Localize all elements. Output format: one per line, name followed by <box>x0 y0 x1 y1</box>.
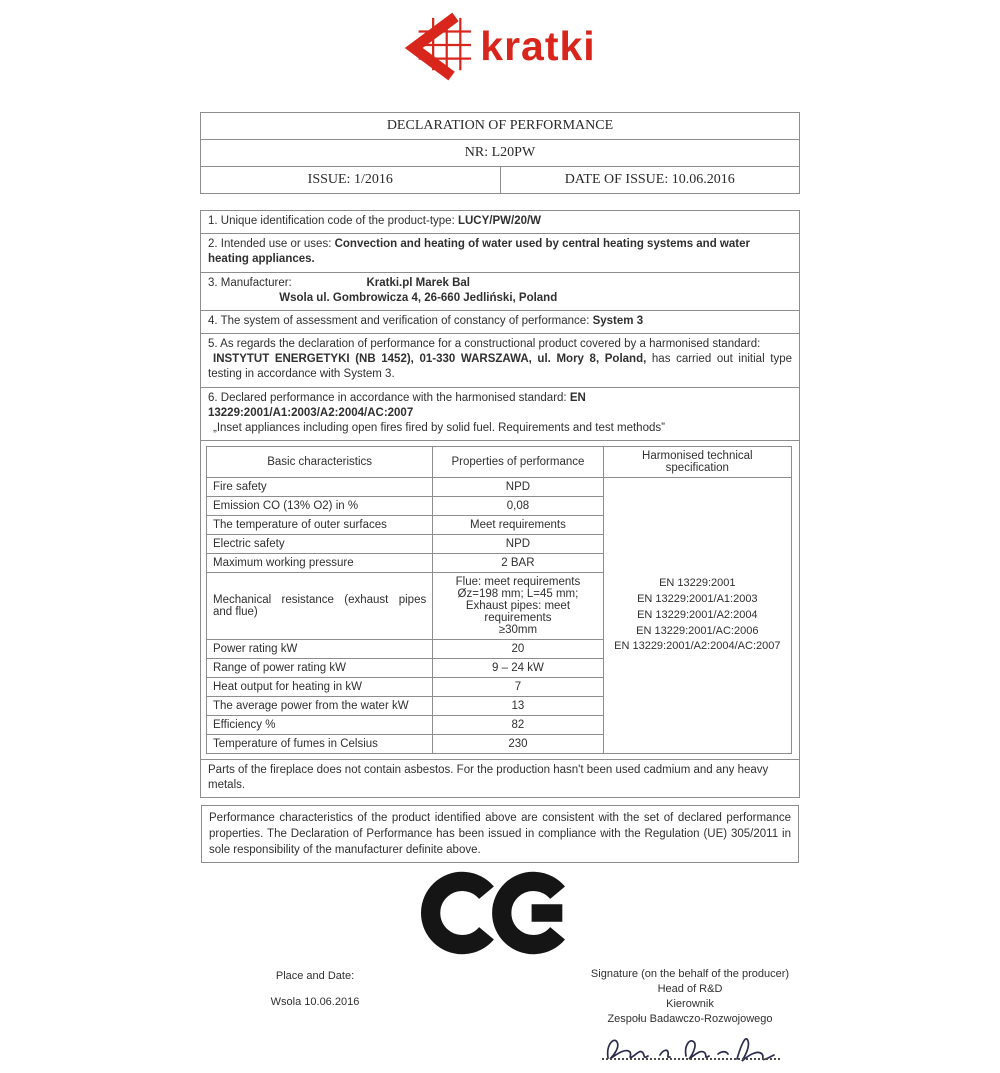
table-header: Properties of performance <box>433 447 603 478</box>
characteristic-cell: Electric safety <box>207 535 433 554</box>
footer <box>0 963 1000 1073</box>
manufacturer-label: 3. Manufacturer: <box>208 276 292 289</box>
manufacturer-lines: Kratki.pl Marek Bal Wsola ul. Gombrowicza 4, 26-660 Jedliński, Poland <box>279 276 558 304</box>
value-cell: Meet requirements <box>433 516 603 535</box>
handwritten-signature <box>540 1028 840 1070</box>
place-date-value: Wsola 10.06.2016 <box>270 996 360 1009</box>
doc-number: NR: L20PW <box>201 140 799 167</box>
issue-row <box>201 167 799 193</box>
value-cell: 13 <box>433 697 603 716</box>
numbered-item-3 <box>201 273 799 311</box>
table-row <box>207 478 792 497</box>
characteristic-cell: Temperature of fumes in Celsius <box>207 735 433 754</box>
characteristic-cell: Emission CO (13% O2) in % <box>207 497 433 516</box>
compliance-statement: Performance characteristics of the product identified above are consistent with the set of declared performance properties. The Declaration of Performance has been issued in compliance with the Regulation (UE) 305/2011 in sole responsibility of the manufacturer definite above. <box>201 805 799 863</box>
signature-role-pl-2: Zespołu Badawczo-Rozwojowego <box>607 1013 773 1026</box>
doc-title: DECLARATION OF PERFORMANCE <box>201 113 799 140</box>
ce-mark <box>0 869 1000 959</box>
table-header: Harmonised technical specification <box>603 447 791 478</box>
brand-logo <box>0 0 1000 79</box>
table-header: Basic characteristics <box>207 447 433 478</box>
characteristic-cell: The temperature of outer surfaces <box>207 516 433 535</box>
value-cell: 230 <box>433 735 603 754</box>
numbered-item-6: 6. Declared performance in accordance with the harmonised standard: EN 13229:2001/A1:2003/A2:2004/AC:2007 „Inset appliances including open fires fired by solid fuel. Requirements and test methods” <box>201 388 799 442</box>
numbered-item-1: 1. Unique identification code of the product-type: LUCY/PW/20/W <box>201 211 799 234</box>
signature-block <box>540 967 840 1070</box>
place-and-date <box>195 970 435 1008</box>
place-date-label: Place and Date: <box>275 970 355 983</box>
characteristic-cell: Power rating kW <box>207 640 433 659</box>
kratki-grid-arrow-icon <box>404 14 472 78</box>
date-of-issue-cell: DATE OF ISSUE: 10.06.2016 <box>564 172 735 187</box>
performance-table <box>206 446 792 754</box>
value-cell: 20 <box>433 640 603 659</box>
harmonised-specs-cell: EN 13229:2001 EN 13229:2001/A1:2003 EN 13229:2001/A2:2004 EN 13229:2001/AC:2006 EN 13229:2001/A2:2004/AC:2007 <box>603 478 791 754</box>
characteristic-cell: Mechanical resistance (exhaust pipes and flue) <box>207 573 433 640</box>
characteristic-cell: The average power from the water kW <box>207 697 433 716</box>
numbered-item-2: 2. Intended use or uses: Convection and heating of water used by central heating systems and water heating appliances. <box>201 234 799 272</box>
signature-dotted-line <box>602 1058 780 1060</box>
signature-role-pl: Kierownik <box>666 998 714 1011</box>
value-cell: 7 <box>433 678 603 697</box>
numbered-item-4: 4. The system of assessment and verification of constancy of performance: System 3 <box>201 311 799 334</box>
value-cell: NPD <box>433 535 603 554</box>
value-cell: 82 <box>433 716 603 735</box>
numbered-item-5: 5. As regards the declaration of performance for a constructional product covered by a harmonised standard: INSTYTUT ENERGETYKI (NB 1452), 01-330 WARSZAWA, ul. Mory 8, Poland, has carried out initial type testing in accordance with System 3. <box>201 334 799 388</box>
signature-label: Signature (on the behalf of the producer) <box>590 968 790 981</box>
issue-cell: ISSUE: 1/2016 <box>201 167 501 193</box>
signature-scribble-icon <box>598 1028 783 1068</box>
brand-name: kratki <box>480 22 596 69</box>
value-cell: 9 – 24 kW <box>433 659 603 678</box>
numbered-items <box>201 211 799 441</box>
characteristic-cell: Heat output for heating in kW <box>207 678 433 697</box>
value-cell: Flue: meet requirements Øz=198 mm; L=45 mm; Exhaust pipes: meet requirements ≥30mm <box>433 573 603 640</box>
value-cell: NPD <box>433 478 603 497</box>
characteristic-cell: Range of power rating kW <box>207 659 433 678</box>
ce-mark-icon <box>421 869 579 957</box>
characteristic-cell: Efficiency % <box>207 716 433 735</box>
characteristic-cell: Maximum working pressure <box>207 554 433 573</box>
value-cell: 0,08 <box>433 497 603 516</box>
doc-body <box>200 210 800 798</box>
characteristic-cell: Fire safety <box>207 478 433 497</box>
title-block <box>200 112 800 194</box>
asbestos-note: Parts of the fireplace does not contain asbestos. For the production hasn't been used cadmium and any heavy metals. <box>201 759 799 797</box>
value-cell: 2 BAR <box>433 554 603 573</box>
signature-role-en: Head of R&D <box>657 983 723 996</box>
